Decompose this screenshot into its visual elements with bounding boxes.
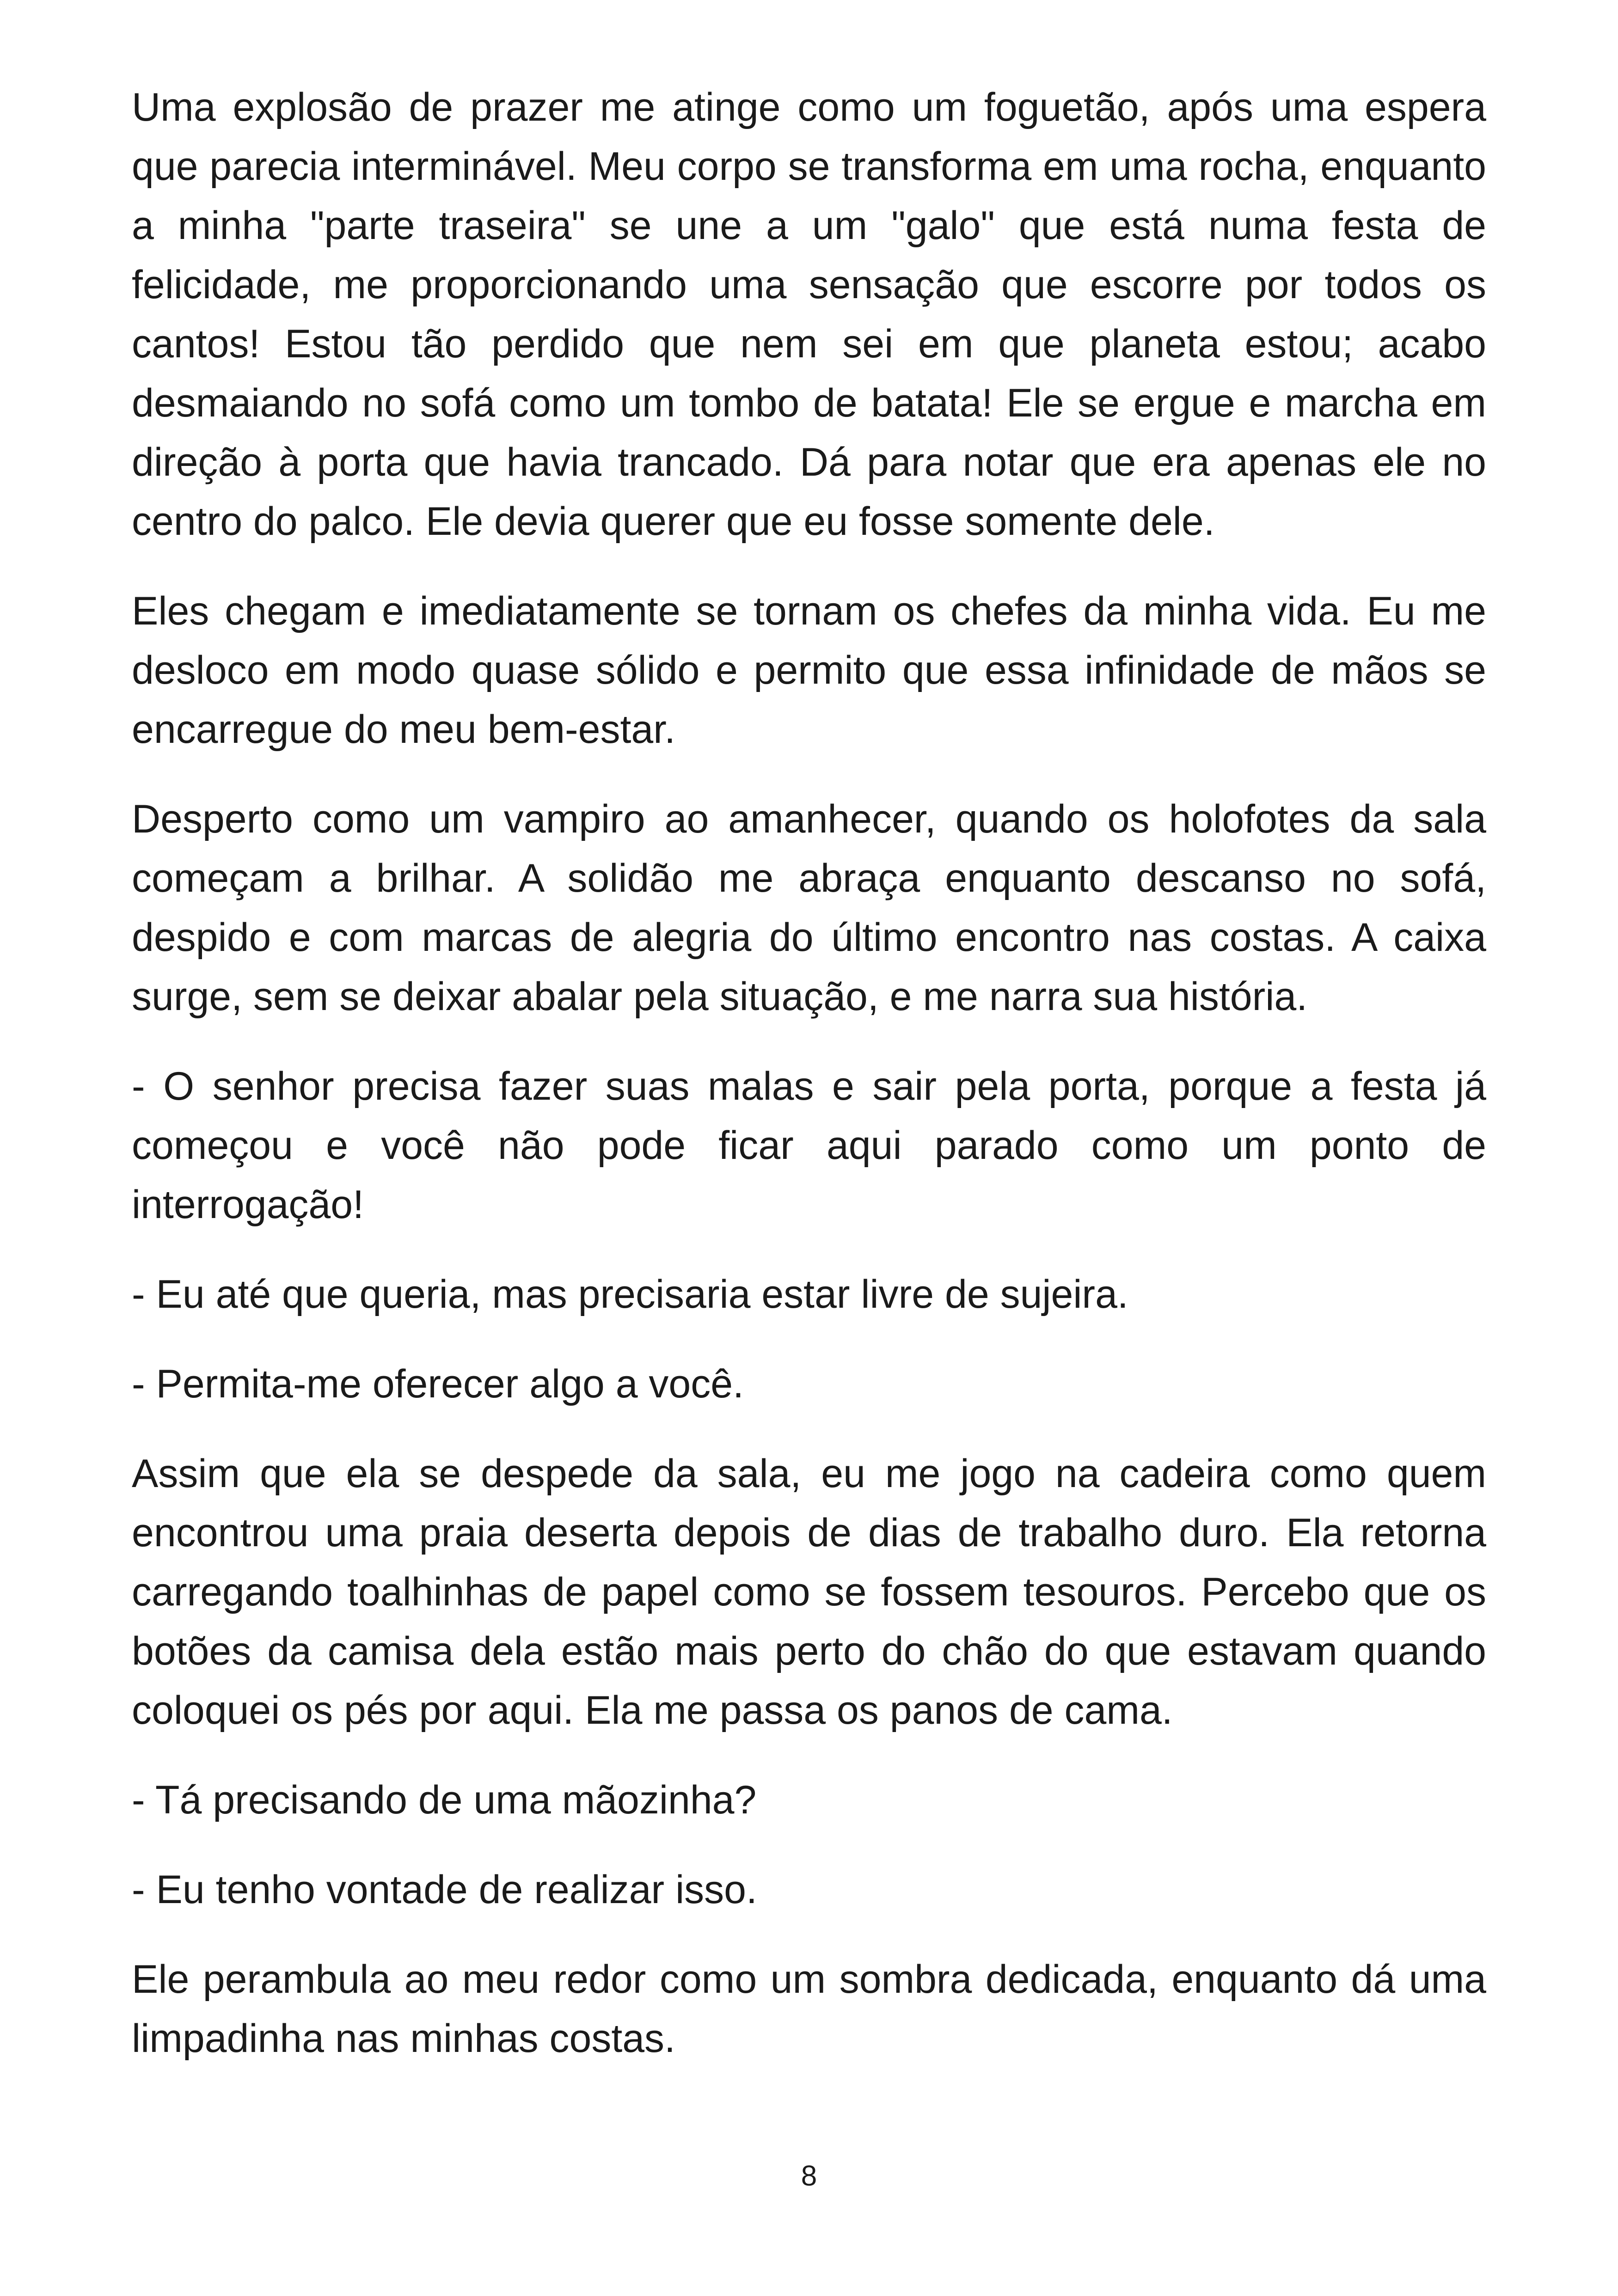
page-number: 8 [801, 2160, 817, 2192]
paragraph-4: Assim que ela se despede da sala, eu me jogo na cadeira como quem encontrou uma praia deserta depois de dias de trabalho duro. Ela retorna carregando toalhinhas de papel como se fossem tesouros. Percebo que os botões da camisa dela estão mais perto do chão do que estavam quando coloquei os pés por aqui. Ela me passa os panos de cama. [132, 1451, 1486, 1733]
dialogue-line-4: - Tá precisando de uma mãozinha? [132, 1778, 757, 1822]
dialogue-line-5: - Eu tenho vontade de realizar isso. [132, 1867, 757, 1912]
paragraph-5: Ele perambula ao meu redor como um sombra dedicada, enquanto dá uma limpadinha nas minhas costas. [132, 1957, 1486, 2061]
body-text [132, 78, 1486, 2099]
dialogue-line-2: - Eu até que queria, mas precisaria estar livre de sujeira. [132, 1272, 1128, 1316]
paragraph-1: Uma explosão de prazer me atinge como um foguetão, após uma espera que parecia interminável. Meu corpo se transforma em uma rocha, enquanto a minha "parte traseira" se une a um "galo" que está numa festa de felicidade, me proporcionando uma sensação que escorre por todos os cantos! Estou tão perdido que nem sei em que planeta estou; acabo desmaiando no sofá como um tombo de batata! Ele se ergue e marcha em direção à porta que havia trancado. Dá para notar que era apenas ele no centro do palco. Ele devia querer que eu fosse somente dele. [132, 85, 1486, 544]
dialogue-line-1: - O senhor precisa fazer suas malas e sair pela porta, porque a festa já começou e você não pode ficar aqui parado como um ponto de interrogação! [132, 1064, 1486, 1227]
paragraph-3: Desperto como um vampiro ao amanhecer, quando os holofotes da sala começam a brilhar. A solidão me abraça enquanto descanso no sofá, despido e com marcas de alegria do último encontro nas costas. A caixa surge, sem se deixar abalar pela situação, e me narra sua história. [132, 797, 1486, 1019]
dialogue-line-3: - Permita-me oferecer algo a você. [132, 1362, 744, 1406]
paragraph-2: Eles chegam e imediatamente se tornam os chefes da minha vida. Eu me desloco em modo quase sólido e permito que essa infinidade de mãos se encarregue do meu bem-estar. [132, 589, 1486, 752]
